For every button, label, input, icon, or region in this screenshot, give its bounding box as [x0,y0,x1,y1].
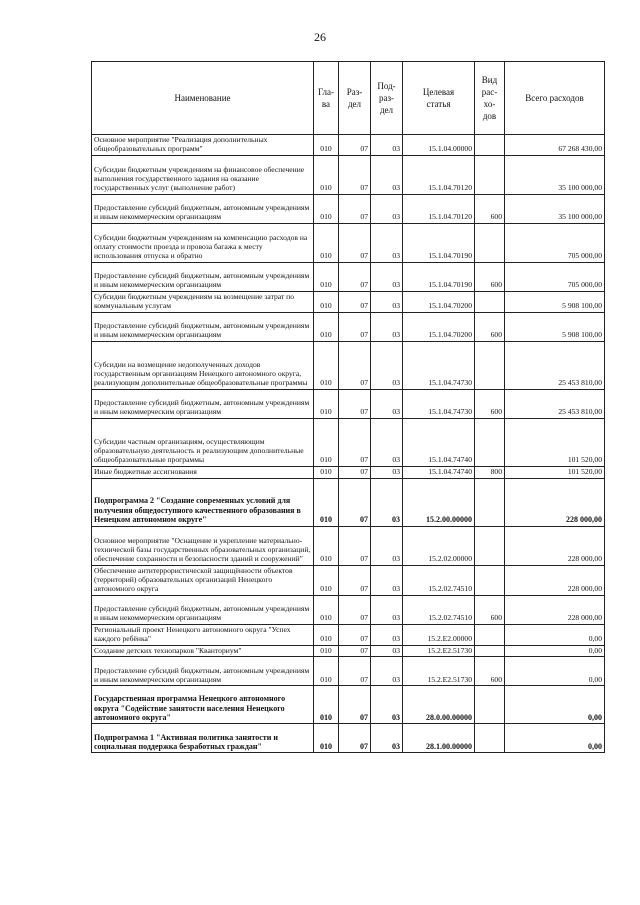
cell-statya: 15.2.E2.51730 [403,645,475,657]
cell-glava: 010 [314,155,339,194]
table-row [92,657,605,686]
cell-vid: 600 [475,595,505,624]
cell-name: Предоставление субсидий бюджетным, автономным учреждениям и иным некоммерческим организациям [92,389,314,418]
cell-podrazdel: 03 [371,686,403,724]
cell-vid [475,686,505,724]
table-row [92,341,605,389]
cell-glava: 010 [314,262,339,291]
cell-razdel: 07 [339,686,371,724]
cell-razdel: 07 [339,595,371,624]
cell-total: 0,00 [505,686,605,724]
cell-statya: 15.1.04.70190 [403,262,475,291]
cell-glava: 010 [314,624,339,645]
cell-total: 25 453 810,00 [505,389,605,418]
cell-podrazdel: 03 [371,135,403,156]
cell-glava: 010 [314,724,339,753]
cell-vid [475,724,505,753]
cell-podrazdel: 03 [371,624,403,645]
cell-name: Обеспечение антитеррористической защищённости объектов (территорий) образовательных организаций Ненецкого автономного округа [92,565,314,595]
cell-name: Региональный проект Ненецкого автономного округа "Успех каждого ребёнка" [92,624,314,645]
cell-razdel: 07 [339,155,371,194]
cell-total: 25 453 810,00 [505,341,605,389]
cell-podrazdel: 03 [371,595,403,624]
cell-total: 228 000,00 [505,478,605,526]
cell-total: 5 908 100,00 [505,312,605,341]
cell-vid [475,624,505,645]
cell-name: Субсидии бюджетным учреждениям на возмещение затрат по коммунальным услугам [92,291,314,312]
cell-name: Субсидии на возмещение недополученных доходов государственным организациям Ненецкого автономного округа, реализующим дополнительные общеобразовательные программы [92,341,314,389]
cell-vid [475,155,505,194]
cell-podrazdel: 03 [371,155,403,194]
cell-glava: 010 [314,389,339,418]
cell-statya: 15.2.02.74510 [403,595,475,624]
table-row [92,291,605,312]
cell-statya: 15.1.04.00000 [403,135,475,156]
cell-name: Субсидии бюджетным учреждениям на финансовое обеспечение выполнения государственного задания на оказание государственных услуг (выполнение работ) [92,155,314,194]
cell-name: Подпрограмма 2 "Создание современных условий для получения общедоступного качественного образования в Ненецком автономном округе" [92,478,314,526]
cell-vid [475,645,505,657]
cell-vid [475,135,505,156]
cell-glava: 010 [314,657,339,686]
cell-statya: 15.1.04.70190 [403,223,475,262]
cell-total: 228 000,00 [505,595,605,624]
cell-statya: 15.1.04.70120 [403,194,475,223]
cell-statya: 15.2.00.00000 [403,478,475,526]
cell-podrazdel: 03 [371,565,403,595]
cell-glava: 010 [314,223,339,262]
cell-razdel: 07 [339,565,371,595]
cell-vid [475,526,505,565]
cell-name: Субсидии частным организациям, осуществляющим образовательную деятельность и реализующим дополнительные общеобразовательные программы [92,418,314,466]
cell-vid: 600 [475,262,505,291]
cell-name: Предоставление субсидий бюджетным, автономным учреждениям и иным некоммерческим организациям [92,595,314,624]
cell-total: 35 100 000,00 [505,194,605,223]
cell-vid: 600 [475,312,505,341]
cell-total: 0,00 [505,657,605,686]
cell-statya: 28.0.00.00000 [403,686,475,724]
cell-glava: 010 [314,341,339,389]
cell-podrazdel: 03 [371,389,403,418]
cell-total: 67 268 430,00 [505,135,605,156]
cell-podrazdel: 03 [371,466,403,478]
table-row [92,466,605,478]
cell-name: Предоставление субсидий бюджетным, автономным учреждениям и иным некоммерческим организациям [92,262,314,291]
cell-total: 705 000,00 [505,223,605,262]
cell-statya: 15.1.04.70200 [403,312,475,341]
cell-total: 5 908 100,00 [505,291,605,312]
cell-statya: 15.1.04.70200 [403,291,475,312]
header-vid [475,62,505,135]
cell-glava: 010 [314,478,339,526]
cell-name: Основное мероприятие "Оснащение и укрепление материально-технической базы государственных образовательных организаций, обеспечение сохранности и безопасности зданий и сооружений" [92,526,314,565]
cell-razdel: 07 [339,478,371,526]
cell-statya: 28.1.00.00000 [403,724,475,753]
table-body [92,135,605,753]
table-row [92,223,605,262]
cell-razdel: 07 [339,223,371,262]
header-statya [403,62,475,135]
cell-podrazdel: 03 [371,645,403,657]
cell-razdel: 07 [339,312,371,341]
cell-total: 0,00 [505,624,605,645]
table-row [92,645,605,657]
cell-razdel: 07 [339,466,371,478]
cell-name: Основное мероприятие "Реализация дополнительных общеобразовательных программ" [92,135,314,156]
table-row [92,389,605,418]
cell-podrazdel: 03 [371,478,403,526]
cell-razdel: 07 [339,657,371,686]
cell-vid [475,418,505,466]
cell-statya: 15.1.04.74730 [403,341,475,389]
cell-razdel: 07 [339,389,371,418]
cell-name: Государственная программа Ненецкого автономного округа "Содействие занятости населения Ненецкого автономного округа" [92,686,314,724]
table-row [92,262,605,291]
table-row [92,724,605,753]
table-row [92,526,605,565]
cell-razdel: 07 [339,645,371,657]
table-row [92,194,605,223]
cell-name: Подпрограмма 1 "Активная политика занятости и социальная поддержка безработных граждан" [92,724,314,753]
table-row [92,565,605,595]
cell-glava: 010 [314,418,339,466]
cell-podrazdel: 03 [371,526,403,565]
cell-total: 0,00 [505,645,605,657]
cell-vid: 800 [475,466,505,478]
cell-vid [475,341,505,389]
cell-podrazdel: 03 [371,223,403,262]
cell-name: Предоставление субсидий бюджетным, автономным учреждениям и иным некоммерческим организациям [92,194,314,223]
cell-statya: 15.1.04.74740 [403,418,475,466]
cell-total: 101 520,00 [505,418,605,466]
cell-statya: 15.1.04.74740 [403,466,475,478]
cell-vid [475,478,505,526]
cell-statya: 15.2.E2.51730 [403,657,475,686]
cell-glava: 010 [314,595,339,624]
header-razdel-text: Раз- дел [346,86,363,109]
cell-name: Предоставление субсидий бюджетным, автономным учреждениям и иным некоммерческим организациям [92,312,314,341]
header-podrazdel-text: Под- раз- дел [377,80,396,116]
cell-podrazdel: 03 [371,312,403,341]
cell-glava: 010 [314,194,339,223]
cell-podrazdel: 03 [371,262,403,291]
header-glava [314,62,339,135]
cell-razdel: 07 [339,291,371,312]
cell-podrazdel: 03 [371,724,403,753]
cell-podrazdel: 03 [371,291,403,312]
table-row [92,418,605,466]
cell-glava: 010 [314,291,339,312]
cell-glava: 010 [314,565,339,595]
cell-razdel: 07 [339,341,371,389]
header-total: Всего расходов [505,62,605,135]
header-razdel [339,62,371,135]
table-row [92,686,605,724]
budget-table [91,61,605,753]
cell-podrazdel: 03 [371,657,403,686]
cell-glava: 010 [314,135,339,156]
cell-total: 228 000,00 [505,565,605,595]
cell-name: Субсидии бюджетным учреждениям на компенсацию расходов на оплату стоимости проезда и провоза багажа к месту использования отпуска и обратно [92,223,314,262]
cell-name: Создание детских технопарков "Кванториум" [92,645,314,657]
header-glava-text: Гла- ва [317,86,334,109]
cell-razdel: 07 [339,418,371,466]
cell-statya: 15.1.04.74730 [403,389,475,418]
cell-razdel: 07 [339,724,371,753]
header-name: Наименование [92,62,314,135]
cell-total: 705 000,00 [505,262,605,291]
header-statya-text: Целевая статья [422,86,455,109]
cell-vid [475,291,505,312]
cell-name: Предоставление субсидий бюджетным, автономным учреждениям и иным некоммерческим организациям [92,657,314,686]
cell-glava: 010 [314,645,339,657]
table-row [92,478,605,526]
page-number: 26 [314,30,326,44]
cell-statya: 15.2.02.00000 [403,526,475,565]
cell-podrazdel: 03 [371,418,403,466]
cell-razdel: 07 [339,262,371,291]
table-row [92,312,605,341]
table-row [92,624,605,645]
table-row [92,595,605,624]
header-vid-text: Вид рас- хо- дов [481,74,498,122]
cell-glava: 010 [314,466,339,478]
cell-total: 101 520,00 [505,466,605,478]
cell-glava: 010 [314,526,339,565]
cell-vid [475,223,505,262]
cell-total: 0,00 [505,724,605,753]
cell-glava: 010 [314,686,339,724]
cell-podrazdel: 03 [371,194,403,223]
cell-vid: 600 [475,389,505,418]
table-row [92,135,605,156]
cell-razdel: 07 [339,624,371,645]
cell-statya: 15.2.02.74510 [403,565,475,595]
cell-total: 228 000,00 [505,526,605,565]
cell-razdel: 07 [339,526,371,565]
cell-razdel: 07 [339,194,371,223]
cell-vid [475,565,505,595]
cell-vid: 600 [475,194,505,223]
header-podrazdel [371,62,403,135]
table-row [92,155,605,194]
cell-total: 35 100 000,00 [505,155,605,194]
cell-vid: 600 [475,657,505,686]
cell-razdel: 07 [339,135,371,156]
cell-statya: 15.1.04.70120 [403,155,475,194]
cell-podrazdel: 03 [371,341,403,389]
cell-glava: 010 [314,312,339,341]
cell-name: Иные бюджетные ассигнования [92,466,314,478]
table-header-row [92,62,605,135]
cell-statya: 15.2.E2.00000 [403,624,475,645]
